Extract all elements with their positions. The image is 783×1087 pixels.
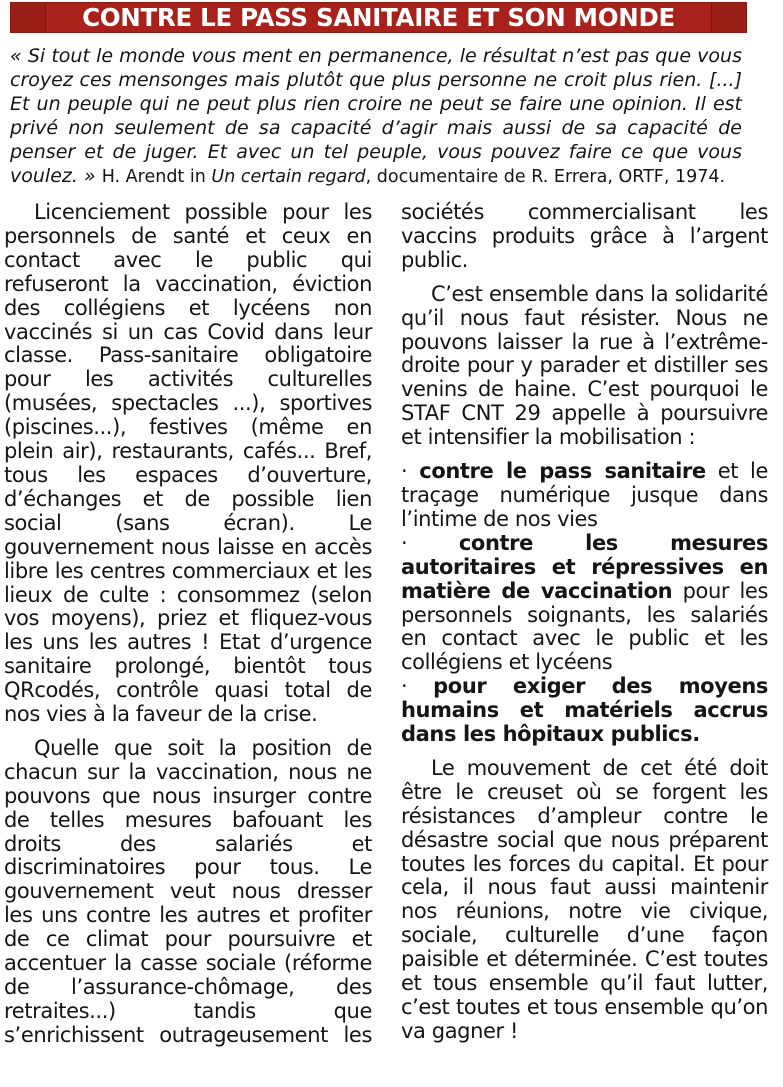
quote-run: Un certain regard: [211, 167, 366, 187]
page-title: CONTRE LE PASS SANITAIRE ET SON MONDE: [82, 3, 675, 32]
quote-run: , documentaire de R. Errera, ORTF, 1974.: [365, 167, 726, 187]
quote-block: [10, 44, 742, 189]
paragraph: [401, 460, 768, 532]
text-run: ·: [401, 530, 459, 555]
paragraph: [4, 737, 372, 1048]
quote-run: in: [189, 167, 212, 187]
paragraph: [401, 757, 768, 1044]
paragraph: [401, 201, 768, 273]
bold-text-run: contre les mesures autoritaires et répressives en matière de vaccination: [401, 530, 768, 603]
bold-text-run: pour exiger des moyens humains et matériels accrus dans les hôpitaux publics.: [401, 674, 768, 747]
text-run: ·: [401, 459, 420, 484]
paragraph: [401, 283, 768, 450]
right-column: [401, 201, 768, 1054]
text-run: pour les personnels soignants, les salariés en contact avec le public et les collégiens et lycéens: [401, 578, 768, 675]
quote-run: H. Arendt: [101, 167, 190, 187]
quote-paragraph: [10, 44, 742, 189]
text-run: C’est ensemble dans la solidarité qu’il nous faut résister. Nous ne pouvons laisser la rue à l’extrême-droite pour y parader et distiller ses venins de haine. C’est pourquoi le STAF CNT 29 appelle à poursuivre et intensifier la mobilisation :: [401, 281, 768, 450]
text-run: Le mouvement de cet été doit être le creuset où se forgent les résistances d’ampleur contre le désastre social que nous préparent toutes les forces du capital. Et pour cela, il nous faut aussi maintenir nos réunions, notre vie civique, sociale, culturelle d’une façon paisible et déterminée. C’est toutes et tous ensemble qu’il faut lutter, c’est toutes et tous ensemble qu’on va gagner !: [401, 755, 768, 1043]
text-run: Licenciement possible pour les personnels de santé et ceux en contact avec le public qui refuseront la vaccination, éviction des collégiens et lycéens non vaccinés si un cas Covid dans leur classe. Pass-sanitaire obligatoire pour les activités culturelles (musées, spectacles ...), sportives (piscines...), festives (même en plein air), restaurants, cafés... Bref, tous les espaces d’ouverture, d’échanges et de possible lien social (sans écran). Le gouvernement nous laisse en accès libre les centres commerciaux et les lieux de culte : consommez (selon vos moyens), priez et fliquez-vous les uns les autres ! Etat d’urgence sanitaire prolongé, bientôt tous QRcodés, contrôle quasi total de nos vies à la faveur de la crise.: [4, 200, 372, 727]
text-run: Quelle que soit la position de chacun sur la vaccination, nous ne pouvons que nous insurger contre de telles mesures bafouant les droits des salariés et discriminatoires pour tous. Le gouvernement veut nous dresser les uns contre les autres et profiter de ce climat pour poursuivre et accentuer la casse sociale (réforme de l’assurance-chômage, des retraites...) tandis que s’enrichissent outrageusement les: [4, 735, 372, 1047]
text-run: et le traçage numérique jusque dans l’intime de nos vies: [401, 459, 768, 531]
bold-text-run: contre le pass sanitaire: [419, 459, 706, 484]
quote-run: « Si tout le monde vous ment en permanence, le résultat n’est pas que vous croyez ces mensonges mais plutôt que plus personne ne croit plus rien. [...] Et un peuple qui ne peut plus rien croire ne peut se faire une opinion. Il est privé non seulement de sa capacité d’agir mais aussi de sa capacité de penser et de juger. Et avec un tel peuple, vous pouvez faire ce que vous voulez. »: [10, 45, 742, 187]
text-run: ·: [401, 674, 434, 699]
left-column: [4, 201, 372, 1058]
paragraph: [401, 675, 768, 747]
title-banner: [10, 2, 747, 33]
paragraph: [4, 201, 372, 727]
text-run: sociétés commercialisant les vaccins produits grâce à l’argent public.: [401, 200, 768, 272]
paragraph: [401, 532, 768, 675]
